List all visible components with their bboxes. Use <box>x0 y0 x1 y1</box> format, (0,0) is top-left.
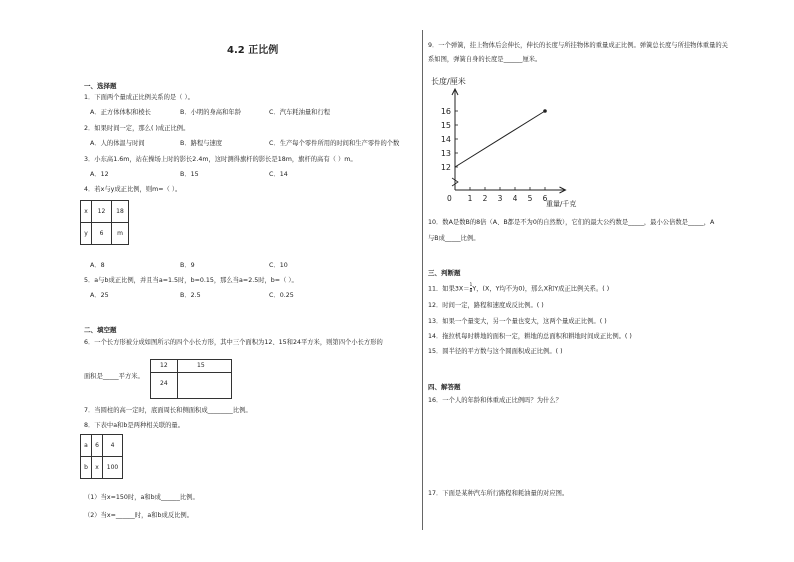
table-cell: 6 <box>92 223 112 245</box>
chart-x-tick-label: 3 <box>497 194 503 203</box>
q5-option-a: A．25 <box>90 292 109 299</box>
q10-line1: 10．数A是数B的8倍（A、B都是不为0的自然数），它们的最大公约数是_____，最小公倍数是_____，A <box>428 219 715 226</box>
table-cell: m <box>112 223 129 245</box>
q4-option-b: B．9 <box>180 262 195 269</box>
table-row <box>81 223 129 245</box>
page-title: 4.2 正比例 <box>227 45 279 56</box>
column-divider <box>422 30 423 530</box>
table-cell: 4 <box>103 435 123 457</box>
q6-cell-12: 12 <box>160 362 168 369</box>
table-cell: x <box>92 457 103 479</box>
q2-option-c: C．生产每个零件所用的时间和生产零件的个数 <box>269 140 400 147</box>
chart-y-tick-label: 15 <box>440 121 451 130</box>
q13-stem: 13．如果一个量变大，另一个量也变大，这两个量成正比例。( ) <box>428 318 607 325</box>
chart-x-tick-label: 4 <box>512 194 518 203</box>
q6-rectangle-figure <box>150 359 232 399</box>
table-row <box>81 457 123 479</box>
q2-option-b: B．路程与速度 <box>180 140 223 147</box>
q17-stem: 17．下面是某种汽车所行路程和耗油量的对应图。 <box>428 490 569 497</box>
q11-frac-top: 1 <box>469 283 473 288</box>
q4-table <box>80 200 129 245</box>
section-choice: 一、选择题 <box>84 82 117 90</box>
chart-y-tick-label: 14 <box>440 135 451 144</box>
q15-stem: 15．圆半径的平方数与这个圆面积成正比例。( ) <box>428 348 563 355</box>
chart-x-tick-label: 1 <box>467 194 473 203</box>
section-answer: 四、解答题 <box>428 383 461 391</box>
chart-y-tick-label: 16 <box>440 107 451 116</box>
q12-stem: 12．时间一定，路程和速度成反比例。( ) <box>428 302 544 309</box>
chart-x-tick-label: 5 <box>527 194 533 203</box>
chart-ylabel: 长度/厘米 <box>431 77 466 86</box>
table-cell: b <box>81 457 92 479</box>
q9-line1: 9．一个弹簧，挂上物体后会伸长，伸长的长度与所挂物体的重量成正比例。弹簧总长度与所挂物体重量的关 <box>428 42 728 49</box>
chart-data-point <box>543 109 547 113</box>
q16-stem: 16．一个人的年龄和体重成正比例吗？为什么？ <box>428 397 562 404</box>
q2-option-a: A．人的体温与时间 <box>90 140 145 147</box>
q4-option-c: C．10 <box>269 262 288 269</box>
q4-stem: 4．若x与y成正比例，则m=（ ）。 <box>84 186 182 193</box>
table-cell: 18 <box>112 201 129 223</box>
chart-x-tick-label: 0 <box>447 194 452 203</box>
table-cell: x <box>81 201 92 223</box>
q3-option-c: C．14 <box>269 171 288 178</box>
q5-option-c: C．0.25 <box>269 292 294 299</box>
q5-option-b: B．2.5 <box>180 292 201 299</box>
q6-cell-24: 24 <box>160 380 168 387</box>
chart-y-tick-label: 13 <box>440 149 451 158</box>
table-cell: 6 <box>92 435 103 457</box>
q4-option-a: A．8 <box>90 262 105 269</box>
table-row <box>81 201 129 223</box>
q1-stem: 1．下面两个量成正比例关系的是（ ）。 <box>84 94 194 101</box>
table-cell: 100 <box>103 457 123 479</box>
q9-length-weight-chart <box>425 70 610 210</box>
q6-line1: 6．一个长方形被分成如图所示的四个小长方形，其中三个面积为12、15和24平方米，则第四个小长方形的 <box>84 339 383 346</box>
q1-option-a: A．正方体体积和棱长 <box>90 109 151 116</box>
chart-y-tick-label: 12 <box>440 163 451 172</box>
q14-stem: 14．拖拉机每时耕地的面积一定，耕地的总面积和耕地时间成正比例。( ) <box>428 333 632 340</box>
table-row <box>81 435 123 457</box>
q9-line2: 系如图，弹簧自身的长度是______厘米。 <box>428 56 542 63</box>
q3-option-a: A．12 <box>90 171 109 178</box>
chart-x-tick-label: 6 <box>542 194 548 203</box>
section-judge: 三、判断题 <box>428 269 461 277</box>
q8-sub2: （2）当x=______时，a和b成反比例。 <box>84 512 194 519</box>
q3-stem: 3．小东高1.6m，站在操场上时的影长2.4m，这时测得旗杆的影长是18m，旗杆的高有（ ）m。 <box>84 156 357 163</box>
q3-option-b: B．15 <box>180 171 199 178</box>
q10-line2: 与B成_____比例。 <box>428 235 480 242</box>
q6-cell-15: 15 <box>197 362 205 369</box>
q8-sub1: （1）当x=150时，a和b成______比例。 <box>84 494 199 501</box>
q8-table <box>80 434 123 479</box>
q7-stem: 7．当圆柱的高一定时，底面周长和侧面积成________比例。 <box>84 407 252 414</box>
q1-option-c: C．汽车耗油量和行程 <box>269 109 331 116</box>
section-fill: 二、填空题 <box>84 326 117 334</box>
q1-option-b: B．小明的身高和年龄 <box>180 109 241 116</box>
q2-stem: 2．如果时间一定，那么( )成正比例。 <box>84 125 190 132</box>
table-cell: y <box>81 223 92 245</box>
chart-x-tick-label: 2 <box>482 194 488 203</box>
table-cell: a <box>81 435 92 457</box>
q11-frac-bot: 8 <box>469 289 473 294</box>
q6-line2: 面积是_____平方米。 <box>84 373 144 380</box>
chart-series-line <box>455 111 545 167</box>
q5-stem: 5．a与b成正比例，并且当a=1.5时，b=0.15，那么当a=2.5时，b=（ ）。 <box>84 277 298 284</box>
q8-stem: 8．下表中a和b是两种相关联的量。 <box>84 422 185 429</box>
q11-post: Y，(X，Y均不为0)，那么X和Y成正比例关系。( ) <box>472 285 610 293</box>
chart-xlabel: 重量/千克 <box>546 200 577 208</box>
table-cell: 12 <box>92 201 112 223</box>
q11-stem <box>428 283 609 294</box>
q11-pre: 11．如果3X＝ <box>428 285 470 293</box>
